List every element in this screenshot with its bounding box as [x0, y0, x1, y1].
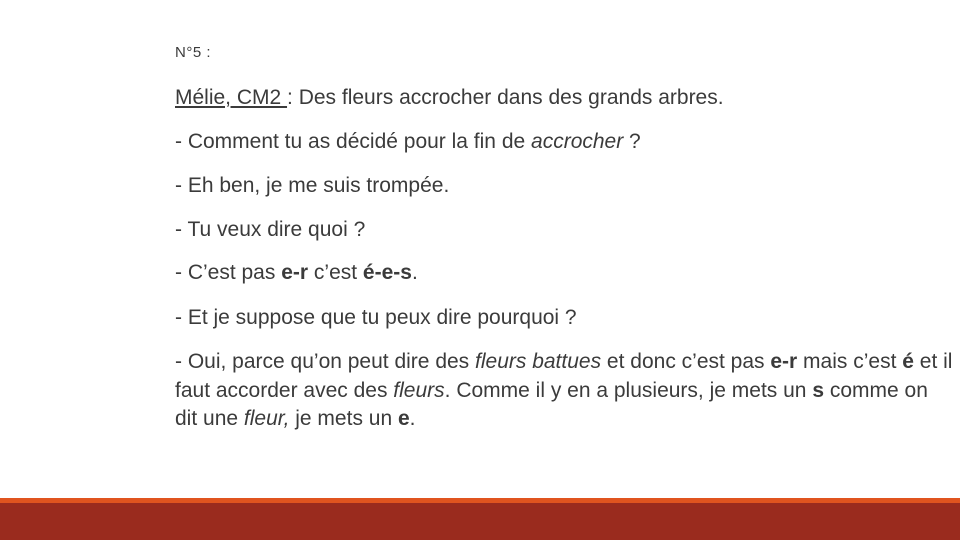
line-3: - Eh ben, je me suis trompée. — [175, 174, 450, 197]
p-seg-9: . Comme il y en a plusieurs, je mets un — [444, 378, 813, 402]
p-seg-4: e-r — [770, 350, 798, 373]
p-seg-10: s — [812, 378, 824, 402]
line-5-bold-1: e-r — [281, 261, 309, 284]
p-seg-3: et donc c’est pas — [601, 350, 771, 373]
speaker-label: Mélie, CM2 — [175, 86, 288, 109]
line-4: - Tu veux dire quoi ? — [175, 218, 366, 241]
line-2-end: ? — [623, 130, 641, 153]
p-seg-6: é — [902, 350, 914, 373]
line-2-text: - Comment tu as décidé pour la fin de — [175, 130, 532, 153]
line-5-mid: c’est — [308, 261, 363, 284]
p-seg-15: . — [409, 407, 416, 430]
p-seg-13: je mets un — [289, 407, 398, 430]
line-1-text: : Des fleurs accrocher dans des grands arbres. — [287, 86, 724, 109]
line-7-paragraph — [175, 348, 955, 434]
line-5-bold-2: é-e-s — [362, 261, 412, 284]
line-2 — [175, 128, 641, 156]
line-5-text: - C’est pas — [175, 261, 282, 284]
p-seg-8: fleurs — [393, 378, 445, 402]
line-2-italic: accrocher — [531, 130, 624, 153]
p-seg-7: et il faut accorder avec des — [175, 350, 953, 402]
line-5 — [175, 259, 418, 287]
p-seg-11: comme on dit une — [175, 378, 928, 430]
line-5-end: . — [411, 261, 418, 284]
p-seg-2: fleurs battues — [475, 350, 602, 373]
line-6: - Et je suppose que tu peux dire pourquoi ? — [175, 306, 577, 329]
footer-bar — [0, 503, 960, 540]
slide-number-label: N°5 : — [175, 44, 212, 61]
line-1 — [175, 84, 724, 112]
p-seg-1: - Oui, parce qu’on peut dire des — [175, 350, 476, 373]
p-seg-12: fleur, — [243, 407, 290, 430]
p-seg-14: e — [397, 407, 410, 430]
p-seg-5: mais c’est — [797, 350, 903, 373]
